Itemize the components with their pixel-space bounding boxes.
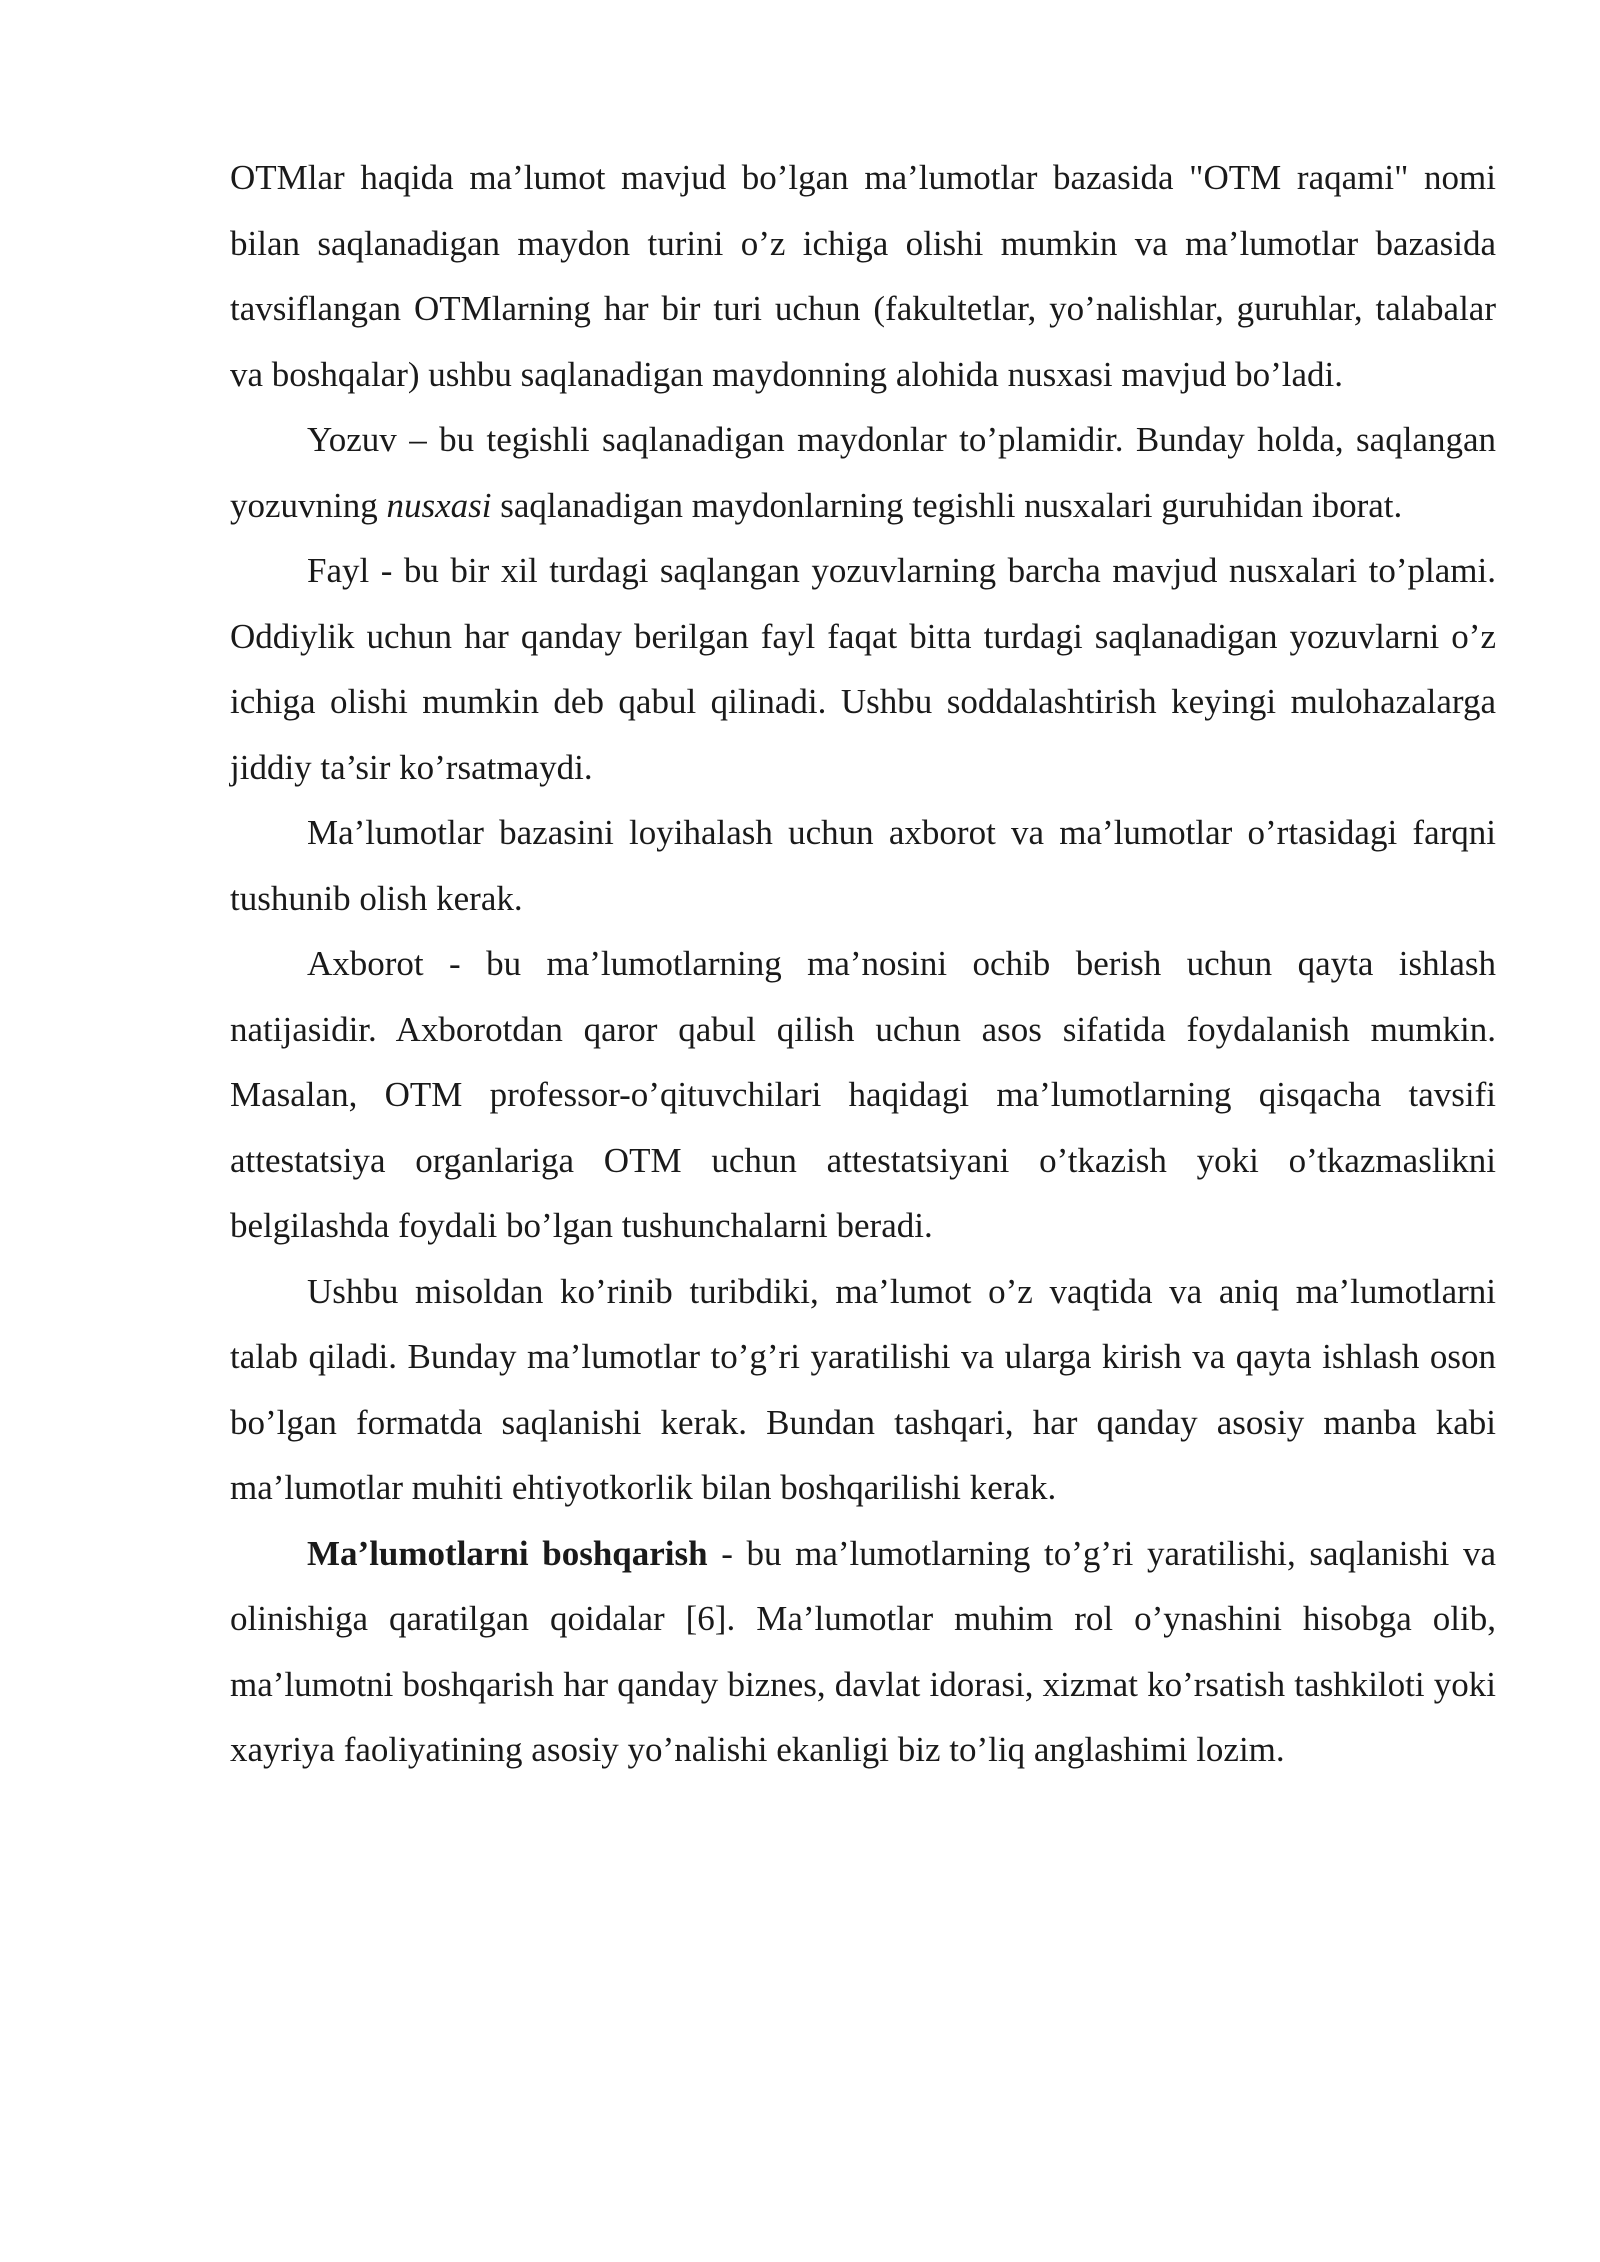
paragraph-information-definition: Axborot - bu ma’lumotlarning ma’nosini ochib berish uchun qayta ishlash natijasidir. Axborotdan qaror qabul qilish uchun asos sifatida foydalanish mumkin. Masalan, OTM professor-o’qituvchilari haqidagi ma’lumotlarning qisqacha tavsifi attestatsiya organlariga OTM uchun attestatsiyani o’tkazish yoki o’tkazmaslikni belgilashda foydali bo’lgan tushunchalarni beradi. (230, 944, 1496, 1245)
record-definition-text: Yozuv – bu tegishli saqlanadigan maydonlar to’plamidir. Bunday holda, saqlangan yozuvning (230, 420, 1496, 525)
paragraph-file-definition: Fayl - bu bir xil turdagi saqlangan yozuvlarning barcha mavjud nusxalari to’plami. Oddiylik uchun har qanday berilgan fayl faqat bitta turdagi saqlanadigan yozuvlarni o’z ichiga olishi mumkin deb qabul qilinadi. Ushbu soddalashtirish keyingi mulohazalarga jiddiy ta’sir ko’rsatmaydi. (230, 551, 1496, 787)
paragraph-data-vs-information: Ma’lumotlar bazasini loyihalash uchun axborot va ma’lumotlar o’rtasidagi farqni tushunib olish kerak. (230, 813, 1496, 918)
term-nusxasi: nusxasi (386, 485, 492, 525)
paragraph-otm-fields: OTMlar haqida ma’lumot mavjud bo’lgan ma’lumotlar bazasida "OTM raqami" nomi bilan saqlanadigan maydon turini o’z ichiga olishi mumkin va ma’lumotlar bazasida tavsiflangan OTMlarning har bir turi uchun (fakultetlar, yo’nalishlar, guruhlar, talabalar va boshqalar) ushbu saqlanadigan maydonning alohida nusxasi mavjud bo’ladi. (230, 158, 1496, 394)
record-definition-text-end: saqlanadigan maydonlarning tegishli nusxalari guruhidan iborat. (491, 485, 1403, 525)
paragraph-data-management (230, 1521, 1496, 1783)
data-management-text: - bu ma’lumotlarning to’g’ri yaratilishi, saqlanishi va olinishiga qaratilgan qoidalar [6]. Ma’lumotlar muhim rol o’ynashini hisobga olib, ma’lumotni boshqarish har qanday biznes, davlat idorasi, xizmat ko’rsatish tashkiloti yoki xayriya faoliyatining asosiy yo’nalishi ekanligi biz to’liq anglashimi lozim. (230, 1533, 1496, 1769)
document-page (230, 145, 1496, 1783)
paragraph-example-conclusion: Ushbu misoldan ko’rinib turibdiki, ma’lumot o’z vaqtida va aniq ma’lumotlarni talab qiladi. Bunday ma’lumotlar to’g’ri yaratilishi va ularga kirish va qayta ishlash oson bo’lgan formatda saqlanishi kerak. Bundan tashqari, har qanday asosiy manba kabi ma’lumotlar muhiti ehtiyotkorlik bilan boshqarilishi kerak. (230, 1271, 1496, 1507)
term-data-management: Ma’lumotlarni boshqarish (307, 1533, 708, 1573)
paragraph-record-definition (230, 407, 1496, 538)
